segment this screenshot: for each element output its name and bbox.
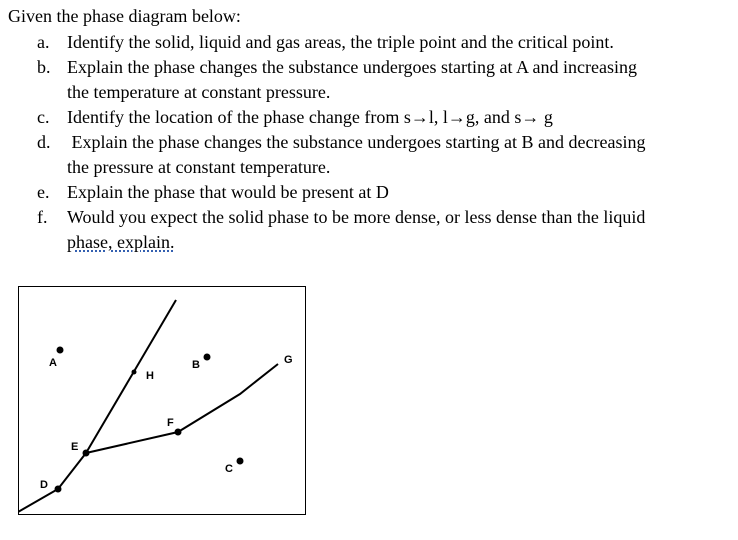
question-text [67, 55, 727, 105]
point-d-label: D [40, 479, 48, 491]
question-line: Explain the phase that would be present at D [67, 182, 389, 202]
question-line: Identify the location of the phase change from s→l, l→g, and s→ g [67, 107, 553, 127]
question-text [67, 105, 727, 130]
page-heading: Given the phase diagram below: [8, 6, 241, 26]
question-line: the temperature at constant pressure. [67, 82, 331, 102]
point-f-label: F [167, 417, 174, 429]
point-e-dot [83, 450, 90, 457]
point-h-dot [132, 370, 137, 375]
diagram-frame [19, 287, 306, 515]
phase-diagram-svg [18, 286, 306, 515]
question-letter: f. [37, 207, 48, 227]
point-d-dot [55, 486, 62, 493]
question-text [67, 30, 727, 55]
point-c-label: C [225, 463, 233, 475]
point-h-label: H [146, 370, 154, 382]
question-text [67, 130, 727, 180]
question-line: Would you expect the solid phase to be more dense, or less dense than the liquid [67, 207, 646, 227]
point-e-label: E [71, 441, 79, 453]
point-c-dot [237, 458, 244, 465]
point-g-label: G [284, 354, 293, 366]
point-a-label: A [49, 357, 57, 369]
point-a-dot [57, 347, 64, 354]
question-line: Identify the solid, liquid and gas areas, the triple point and the critical point. [67, 32, 614, 52]
question-text [67, 180, 727, 205]
question-line: Explain the phase changes the substance undergoes starting at A and increasing [67, 57, 638, 77]
question-letter: e. [37, 182, 50, 202]
question-letter: b. [37, 57, 51, 77]
question-letter: a. [37, 32, 50, 52]
question-letter: c. [37, 107, 50, 127]
question-line: Explain the phase changes the substance undergoes starting at B and decreasing [67, 132, 646, 152]
point-f-dot [175, 429, 182, 436]
question-letter: d. [37, 132, 51, 152]
question-line: phase, explain. [67, 232, 175, 252]
point-b-label: B [192, 359, 200, 371]
phase-diagram [18, 286, 306, 515]
question-text [67, 205, 727, 255]
point-b-dot [204, 354, 211, 361]
question-line: the pressure at constant temperature. [67, 157, 331, 177]
